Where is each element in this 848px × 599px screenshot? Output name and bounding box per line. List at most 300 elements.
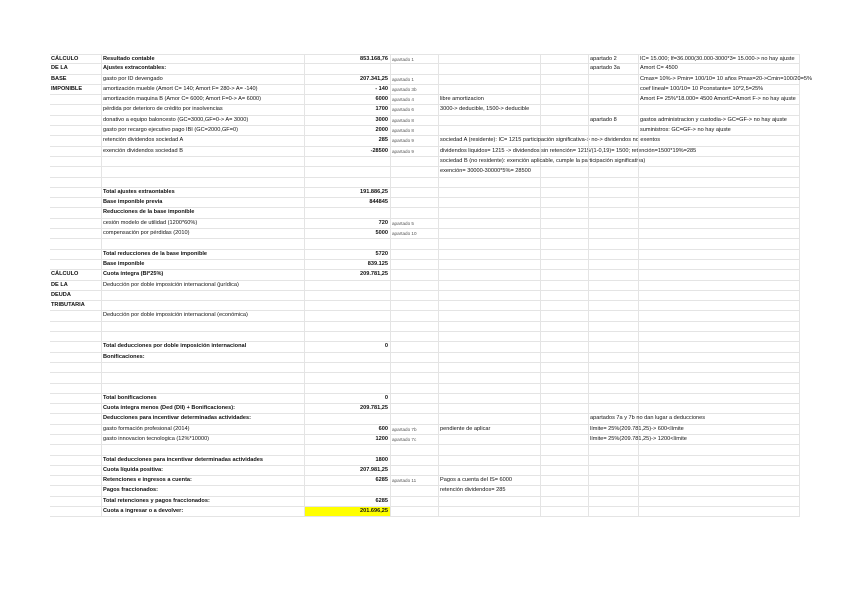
cell-c[interactable] — [305, 414, 391, 423]
cell-d[interactable] — [391, 157, 439, 166]
cell-g[interactable] — [589, 507, 639, 516]
cell-f[interactable] — [541, 332, 589, 341]
cell-a[interactable] — [50, 208, 102, 217]
cell-b[interactable]: Total ajustes extraontables — [102, 188, 305, 197]
cell-c[interactable] — [305, 291, 391, 300]
cell-g[interactable] — [589, 219, 639, 228]
cell-b[interactable]: Total deducciones para incentivar determinadas actividades — [102, 456, 305, 465]
cell-d[interactable] — [391, 342, 439, 351]
cell-b[interactable]: cesión modelo de utilidad (1200*60%) — [102, 219, 305, 228]
cell-f[interactable] — [541, 157, 589, 166]
cell-c[interactable] — [305, 311, 391, 320]
cell-d[interactable] — [391, 394, 439, 403]
cell-f[interactable] — [541, 188, 589, 197]
cell-h[interactable] — [639, 476, 800, 485]
cell-g[interactable] — [589, 466, 639, 475]
cell-b[interactable] — [102, 301, 305, 310]
cell-b[interactable]: Base imponible previa — [102, 198, 305, 207]
cell-c[interactable] — [305, 239, 391, 248]
cell-d[interactable] — [391, 260, 439, 269]
cell-b[interactable]: exención dividendos sociedad B — [102, 147, 305, 156]
cell-g[interactable] — [589, 332, 639, 341]
cell-g[interactable] — [589, 456, 639, 465]
cell-a[interactable] — [50, 363, 102, 372]
cell-g[interactable] — [589, 167, 639, 176]
cell-g[interactable] — [589, 136, 639, 145]
cell-d[interactable]: apartado 1 — [391, 75, 439, 84]
cell-f[interactable] — [541, 435, 589, 444]
cell-h[interactable]: Amort C= 4500 — [639, 64, 800, 73]
cell-b[interactable]: Total retenciones y pagos fraccionados: — [102, 497, 305, 506]
cell-d[interactable] — [391, 363, 439, 372]
cell-g[interactable]: límite= 25%(209.781,25)-> 600<límite — [589, 425, 639, 434]
cell-c[interactable]: -28500 — [305, 147, 391, 156]
cell-g[interactable] — [589, 105, 639, 114]
cell-b[interactable] — [102, 445, 305, 454]
cell-h[interactable]: gastos administracion y custodia-> GC=GF-> no hay ajuste — [639, 116, 800, 125]
cell-f[interactable] — [541, 126, 589, 135]
cell-g[interactable]: apartado 3a — [589, 64, 639, 73]
cell-f[interactable] — [541, 373, 589, 382]
cell-b[interactable] — [102, 167, 305, 176]
cell-g[interactable] — [589, 281, 639, 290]
cell-f[interactable] — [541, 95, 589, 104]
cell-e[interactable]: dividendos liquidos= 1215 -> dividendos sin retención= 1215/(1-0,19)= 1500; retención=1500*19%=285 — [439, 147, 541, 156]
cell-c[interactable] — [305, 157, 391, 166]
cell-b[interactable]: Total deducciones por doble imposición internacional — [102, 342, 305, 351]
cell-c[interactable] — [305, 353, 391, 362]
cell-e[interactable] — [439, 322, 541, 331]
cell-h[interactable] — [639, 281, 800, 290]
cell-g[interactable] — [589, 353, 639, 362]
cell-a[interactable] — [50, 466, 102, 475]
cell-b[interactable]: donativo a equipo baloncesto (GC=3000,GF=0-> A= 3000) — [102, 116, 305, 125]
cell-a[interactable] — [50, 353, 102, 362]
cell-d[interactable] — [391, 208, 439, 217]
cell-h[interactable]: IC= 15.000; If=36.000(30.000-3000*3= 15.000-> no hay ajuste — [639, 55, 800, 63]
cell-f[interactable] — [541, 270, 589, 279]
cell-e[interactable]: Pagos a cuenta del IS= 6000 — [439, 476, 541, 485]
cell-e[interactable] — [439, 55, 541, 63]
cell-e[interactable]: sociedad A (residente): IC= 1215 participación significativa-> no-> dividendos no exentos — [439, 136, 541, 145]
cell-h[interactable] — [639, 311, 800, 320]
cell-g[interactable] — [589, 188, 639, 197]
cell-g[interactable] — [589, 270, 639, 279]
cell-d[interactable] — [391, 311, 439, 320]
cell-f[interactable] — [541, 250, 589, 259]
cell-f[interactable] — [541, 353, 589, 362]
cell-c[interactable]: 5000 — [305, 229, 391, 238]
cell-c[interactable] — [305, 384, 391, 393]
cell-d[interactable] — [391, 239, 439, 248]
cell-g[interactable]: límite= 25%(209.781,25)-> 1200<límite — [589, 435, 639, 444]
cell-d[interactable] — [391, 167, 439, 176]
cell-b[interactable]: Cuota a ingresar o a devolver: — [102, 507, 305, 516]
cell-f[interactable] — [541, 167, 589, 176]
cell-a[interactable] — [50, 239, 102, 248]
cell-e[interactable]: 3000-> deducible, 1500-> deducible — [439, 105, 541, 114]
cell-h[interactable]: Cmax= 10%-> Pmin= 100/10= 10 años Pmax=20->Cmin=100/20=5% — [639, 75, 800, 84]
cell-b[interactable] — [102, 384, 305, 393]
cell-e[interactable] — [439, 435, 541, 444]
cell-a[interactable] — [50, 425, 102, 434]
cell-g[interactable] — [589, 445, 639, 454]
cell-e[interactable] — [439, 126, 541, 135]
cell-b[interactable]: compensación por pérdidas (2010) — [102, 229, 305, 238]
cell-h[interactable] — [639, 497, 800, 506]
cell-e[interactable] — [439, 75, 541, 84]
cell-b[interactable] — [102, 363, 305, 372]
cell-a[interactable] — [50, 322, 102, 331]
cell-b[interactable]: Ajustes extracontables: — [102, 64, 305, 73]
cell-d[interactable]: apartado 6 — [391, 105, 439, 114]
cell-e[interactable]: libre amortizacion — [439, 95, 541, 104]
cell-f[interactable] — [541, 456, 589, 465]
cell-b[interactable]: Total reducciones de la base imponible — [102, 250, 305, 259]
cell-e[interactable] — [439, 373, 541, 382]
cell-f[interactable] — [541, 178, 589, 187]
cell-c[interactable]: 3000 — [305, 116, 391, 125]
cell-d[interactable]: apartado 8 — [391, 116, 439, 125]
cell-d[interactable] — [391, 332, 439, 341]
cell-h[interactable] — [639, 425, 800, 434]
cell-d[interactable]: apartado 10 — [391, 229, 439, 238]
cell-h[interactable] — [639, 188, 800, 197]
cell-e[interactable] — [439, 188, 541, 197]
cell-c[interactable] — [305, 178, 391, 187]
cell-g[interactable] — [589, 95, 639, 104]
cell-h[interactable] — [639, 342, 800, 351]
cell-e[interactable] — [439, 198, 541, 207]
cell-h[interactable]: Amort F= 25%*18.000= 4500 AmortC=Amort F-> no hay ajuste — [639, 95, 800, 104]
cell-h[interactable] — [639, 167, 800, 176]
cell-c[interactable] — [305, 208, 391, 217]
cell-h[interactable] — [639, 486, 800, 495]
cell-f[interactable] — [541, 229, 589, 238]
cell-c[interactable]: 1200 — [305, 435, 391, 444]
cell-c[interactable] — [305, 281, 391, 290]
cell-e[interactable] — [439, 291, 541, 300]
cell-a[interactable] — [50, 188, 102, 197]
cell-e[interactable] — [439, 456, 541, 465]
cell-d[interactable] — [391, 198, 439, 207]
cell-c[interactable]: 600 — [305, 425, 391, 434]
cell-c[interactable]: 853.168,76 — [305, 55, 391, 63]
cell-f[interactable] — [541, 291, 589, 300]
cell-c[interactable]: 6000 — [305, 95, 391, 104]
cell-d[interactable]: apartado 9 — [391, 147, 439, 156]
cell-a[interactable] — [50, 404, 102, 413]
cell-f[interactable] — [541, 425, 589, 434]
cell-a[interactable] — [50, 394, 102, 403]
cell-c[interactable] — [305, 445, 391, 454]
cell-f[interactable] — [541, 342, 589, 351]
cell-e[interactable] — [439, 260, 541, 269]
cell-b[interactable]: Deducción por doble imposición internacional (económica) — [102, 311, 305, 320]
cell-e[interactable] — [439, 363, 541, 372]
cell-f[interactable] — [541, 85, 589, 94]
cell-d[interactable]: apartado 8 — [391, 126, 439, 135]
cell-h[interactable] — [639, 208, 800, 217]
cell-h[interactable] — [639, 229, 800, 238]
cell-g[interactable] — [589, 85, 639, 94]
cell-c[interactable]: 6285 — [305, 476, 391, 485]
cell-d[interactable] — [391, 445, 439, 454]
cell-a[interactable] — [50, 229, 102, 238]
cell-b[interactable]: Reducciones de la base imponible — [102, 208, 305, 217]
cell-d[interactable] — [391, 250, 439, 259]
cell-e[interactable] — [439, 384, 541, 393]
cell-a[interactable] — [50, 342, 102, 351]
cell-b[interactable]: gasto por recargo ejecutivo pago IBI (GC=2000,GF=0) — [102, 126, 305, 135]
cell-h[interactable] — [639, 507, 800, 516]
cell-d[interactable]: apartado 7c — [391, 435, 439, 444]
cell-a[interactable]: DEUDA — [50, 291, 102, 300]
cell-f[interactable] — [541, 105, 589, 114]
cell-h[interactable] — [639, 157, 800, 166]
cell-c[interactable]: 1800 — [305, 456, 391, 465]
cell-c[interactable] — [305, 64, 391, 73]
cell-b[interactable]: pérdida por deterioro de crédito por insolvencias — [102, 105, 305, 114]
cell-f[interactable] — [541, 311, 589, 320]
cell-f[interactable] — [541, 301, 589, 310]
cell-c[interactable]: 191.886,25 — [305, 188, 391, 197]
cell-d[interactable] — [391, 507, 439, 516]
cell-g[interactable] — [589, 229, 639, 238]
cell-e[interactable]: sociedad B (no residente): exención aplicable, cumple la participación significativa) — [439, 157, 541, 166]
cell-d[interactable] — [391, 188, 439, 197]
cell-g[interactable] — [589, 311, 639, 320]
cell-h[interactable] — [639, 322, 800, 331]
cell-c[interactable]: 2000 — [305, 126, 391, 135]
cell-c[interactable]: 207.341,25 — [305, 75, 391, 84]
cell-e[interactable] — [439, 270, 541, 279]
cell-g[interactable] — [589, 147, 639, 156]
cell-a[interactable] — [50, 157, 102, 166]
cell-b[interactable]: Cuota líquida positiva: — [102, 466, 305, 475]
cell-e[interactable] — [439, 301, 541, 310]
cell-e[interactable] — [439, 332, 541, 341]
cell-d[interactable]: apartado 5 — [391, 219, 439, 228]
cell-e[interactable] — [439, 445, 541, 454]
cell-g[interactable] — [589, 198, 639, 207]
cell-c[interactable]: 6285 — [305, 497, 391, 506]
cell-a[interactable] — [50, 105, 102, 114]
cell-f[interactable] — [541, 404, 589, 413]
cell-d[interactable] — [391, 404, 439, 413]
cell-d[interactable] — [391, 414, 439, 423]
cell-d[interactable] — [391, 270, 439, 279]
cell-g[interactable]: apartado 2 — [589, 55, 639, 63]
cell-d[interactable]: apartado 11 — [391, 476, 439, 485]
cell-f[interactable] — [541, 55, 589, 63]
cell-a[interactable]: IMPONIBLE — [50, 85, 102, 94]
cell-c[interactable] — [305, 373, 391, 382]
cell-f[interactable] — [541, 260, 589, 269]
cell-e[interactable] — [439, 178, 541, 187]
cell-f[interactable] — [541, 208, 589, 217]
cell-h[interactable] — [639, 353, 800, 362]
cell-d[interactable] — [391, 353, 439, 362]
cell-e[interactable]: exención= 30000-30000*5%= 28500 — [439, 167, 541, 176]
cell-d[interactable] — [391, 486, 439, 495]
cell-c[interactable] — [305, 486, 391, 495]
cell-d[interactable]: apartado 4 — [391, 95, 439, 104]
cell-e[interactable] — [439, 85, 541, 94]
cell-f[interactable] — [541, 414, 589, 423]
cell-c[interactable] — [305, 363, 391, 372]
cell-a[interactable] — [50, 414, 102, 423]
cell-c[interactable]: 720 — [305, 219, 391, 228]
cell-e[interactable] — [439, 250, 541, 259]
cell-c[interactable]: 285 — [305, 136, 391, 145]
cell-f[interactable] — [541, 75, 589, 84]
cell-b[interactable]: amortización maquina B (Amor C= 6000; Amort F=0-> A= 6000) — [102, 95, 305, 104]
cell-h[interactable] — [639, 363, 800, 372]
cell-h[interactable]: suministros: GC=GF-> no hay ajuste — [639, 126, 800, 135]
cell-a[interactable] — [50, 178, 102, 187]
cell-b[interactable]: Cuota íntegra (BI*25%) — [102, 270, 305, 279]
cell-b[interactable]: gasto por ID devengado — [102, 75, 305, 84]
cell-a[interactable] — [50, 126, 102, 135]
cell-f[interactable] — [541, 136, 589, 145]
cell-a[interactable] — [50, 476, 102, 485]
cell-c[interactable]: 0 — [305, 394, 391, 403]
cell-a[interactable] — [50, 445, 102, 454]
cell-h[interactable] — [639, 384, 800, 393]
cell-a[interactable] — [50, 332, 102, 341]
cell-d[interactable]: apartado 3b — [391, 85, 439, 94]
cell-f[interactable] — [541, 198, 589, 207]
cell-b[interactable]: Pagos fraccionados: — [102, 486, 305, 495]
cell-e[interactable] — [439, 229, 541, 238]
cell-a[interactable]: BASE — [50, 75, 102, 84]
cell-d[interactable] — [391, 466, 439, 475]
cell-a[interactable] — [50, 486, 102, 495]
cell-g[interactable] — [589, 404, 639, 413]
cell-g[interactable] — [589, 322, 639, 331]
cell-d[interactable]: apartado 9 — [391, 136, 439, 145]
cell-b[interactable] — [102, 178, 305, 187]
cell-a[interactable] — [50, 147, 102, 156]
cell-c[interactable]: 209.781,25 — [305, 404, 391, 413]
cell-g[interactable] — [589, 178, 639, 187]
cell-a[interactable]: CÁLCULO — [50, 55, 102, 63]
cell-e[interactable]: pendiente de aplicar — [439, 425, 541, 434]
cell-f[interactable] — [541, 64, 589, 73]
cell-b[interactable]: Total bonificaciones — [102, 394, 305, 403]
cell-d[interactable] — [391, 497, 439, 506]
cell-a[interactable] — [50, 250, 102, 259]
cell-f[interactable] — [541, 219, 589, 228]
cell-c[interactable] — [305, 167, 391, 176]
cell-e[interactable] — [439, 353, 541, 362]
cell-f[interactable] — [541, 363, 589, 372]
cell-h[interactable] — [639, 239, 800, 248]
cell-h[interactable] — [639, 456, 800, 465]
cell-h[interactable] — [639, 178, 800, 187]
cell-g[interactable] — [589, 208, 639, 217]
cell-g[interactable]: apartados 7a y 7b no dan lugar a deducciones — [589, 414, 639, 423]
cell-d[interactable] — [391, 322, 439, 331]
cell-d[interactable] — [391, 291, 439, 300]
cell-a[interactable] — [50, 260, 102, 269]
cell-h[interactable] — [639, 136, 800, 145]
cell-a[interactable] — [50, 136, 102, 145]
cell-h[interactable] — [639, 466, 800, 475]
cell-c[interactable]: - 140 — [305, 85, 391, 94]
cell-a[interactable] — [50, 373, 102, 382]
cell-e[interactable] — [439, 414, 541, 423]
cell-g[interactable] — [589, 497, 639, 506]
cell-h[interactable] — [639, 332, 800, 341]
cell-h[interactable] — [639, 394, 800, 403]
cell-g[interactable] — [589, 301, 639, 310]
cell-h[interactable] — [639, 301, 800, 310]
cell-f[interactable] — [541, 507, 589, 516]
cell-c[interactable]: 844845 — [305, 198, 391, 207]
cell-g[interactable]: apartado 8 — [589, 116, 639, 125]
cell-a[interactable] — [50, 116, 102, 125]
cell-h[interactable] — [639, 105, 800, 114]
cell-e[interactable] — [439, 219, 541, 228]
cell-c[interactable]: 1700 — [305, 105, 391, 114]
cell-f[interactable] — [541, 476, 589, 485]
cell-a[interactable] — [50, 219, 102, 228]
cell-a[interactable] — [50, 507, 102, 516]
cell-e[interactable]: retención dividendos= 285 — [439, 486, 541, 495]
cell-b[interactable] — [102, 157, 305, 166]
cell-g[interactable] — [589, 250, 639, 259]
cell-b[interactable] — [102, 291, 305, 300]
cell-f[interactable] — [541, 445, 589, 454]
cell-f[interactable] — [541, 322, 589, 331]
cell-g[interactable] — [589, 126, 639, 135]
cell-b[interactable]: Base imponible — [102, 260, 305, 269]
cell-e[interactable] — [439, 507, 541, 516]
cell-d[interactable] — [391, 384, 439, 393]
cell-a[interactable] — [50, 95, 102, 104]
cell-g[interactable] — [589, 75, 639, 84]
cell-g[interactable] — [589, 363, 639, 372]
cell-b[interactable]: Deducción por doble imposición internacional (jurídica) — [102, 281, 305, 290]
cell-a[interactable] — [50, 456, 102, 465]
cell-g[interactable] — [589, 157, 639, 166]
cell-g[interactable] — [589, 260, 639, 269]
cell-g[interactable] — [589, 486, 639, 495]
cell-d[interactable] — [391, 456, 439, 465]
cell-f[interactable] — [541, 486, 589, 495]
cell-h[interactable]: coef lineal= 100/10= 10 Pconstante= 10*2,5=25% — [639, 85, 800, 94]
cell-g[interactable] — [589, 291, 639, 300]
cell-f[interactable] — [541, 147, 589, 156]
cell-a[interactable] — [50, 167, 102, 176]
cell-c[interactable] — [305, 332, 391, 341]
cell-e[interactable] — [439, 394, 541, 403]
cell-c[interactable] — [305, 322, 391, 331]
cell-a[interactable] — [50, 198, 102, 207]
cell-e[interactable] — [439, 311, 541, 320]
cell-b[interactable] — [102, 373, 305, 382]
cell-c[interactable]: 209.781,25 — [305, 270, 391, 279]
cell-a[interactable]: DE LA — [50, 64, 102, 73]
cell-e[interactable] — [439, 404, 541, 413]
cell-f[interactable] — [541, 384, 589, 393]
cell-b[interactable] — [102, 322, 305, 331]
cell-f[interactable] — [541, 281, 589, 290]
cell-c[interactable]: 201.696,25 — [305, 507, 391, 516]
cell-f[interactable] — [541, 116, 589, 125]
